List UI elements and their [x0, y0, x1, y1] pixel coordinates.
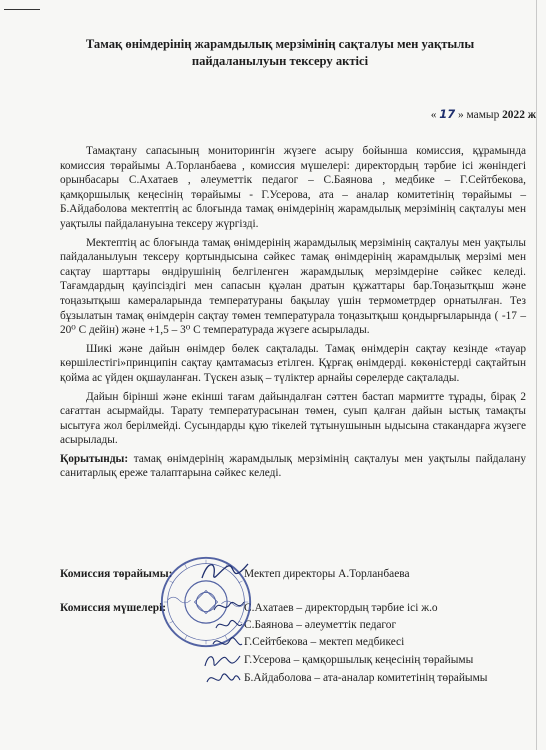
scan-corner-mark: [4, 9, 40, 10]
title-line-1: Тамақ өнімдерінің жарамдылық мерзімінің сақталуы мен уақтылы: [85, 37, 475, 51]
chair-name: Мектеп директоры А.Торланбаева: [244, 568, 410, 580]
date-year: 2022 ж: [502, 109, 536, 121]
scan-edge-line: [536, 0, 537, 750]
document-body: [60, 144, 526, 485]
paragraph-3: Шикі және дайын өнімдер бөлек сақталады. Тамақ өнімдерін сақтау кезінде «тауар көршілестігі»принципін сақтау қамтамасыз етілген. Құрғақ өнімдерді. көкөністерді сақтайтын қойма ас үйден оқшауланған. Түскен азық – түліктер арнайы сөрелерде сақталады.: [60, 342, 526, 384]
member-line-3: Г.Сейтбекова – мектеп медбикесі: [244, 636, 405, 648]
members-label: [60, 602, 166, 614]
signature-member-5: [204, 668, 242, 690]
chair-signature: [198, 558, 250, 586]
date-day: 17: [439, 107, 456, 121]
signature-member-2: [214, 616, 244, 634]
chair-label-text: Комиссия төрайымы:: [60, 568, 173, 580]
signature-member-1: [212, 596, 246, 616]
chair-label: [60, 568, 172, 580]
date-month: » мамыр: [455, 109, 503, 121]
document-title: [70, 36, 490, 70]
paragraph-2: Мектептің ас блоғында тамақ өнімдерінің жарамдылық мерзімінің сақталуы мен уақтылы пайдаланылуын тексеру қортындысына сәйкес тамақ өнімдерінің жарамдылық мерзімі мен сақтау шарттары өндірушінің белгіленген жарамдылық мерзімдеріне сәйкес келеді. Тағамдардың қауіпсіздігі мен сапасын құәлан дратын құжаттары бар.Тоңазытқыш және тоңазытқыш камераларында температураны бақылау үшін термометрдер орнатылған. Тез бұзылатын тамақ өнімдерін сақтау төмен температурала тоңазытқыш қондырғыларында ( -17 – 20⁰ С дейін) және +1,5 – 3⁰ С температурада жүзеге асырылады.: [60, 236, 526, 337]
conclusion-label: Қорытынды:: [60, 452, 129, 465]
members-label-text: Комиссия мүшелері:: [60, 602, 167, 614]
member-line-2: С.Баянова – әлеуметтік педагог: [244, 619, 397, 631]
date-prefix: «: [430, 109, 440, 121]
member-line-5: Б.Айдаболова – ата-аналар комитетінің төрайымы: [244, 672, 488, 684]
title-line-2: пайдаланылуын тексеру актісі: [191, 54, 369, 68]
member-line-1: С.Ахатаев – директордың тәрбие ісі ж.о: [244, 602, 438, 614]
paragraph-1: Тамақтану сапасының мониторингін жүзеге асыру бойынша комиссия, құрамында комиссия төрайымы А.Торланбаева , комиссия мүшелері: директордың тәрбие ісі жөніндегі орынбасары С.Ахатаев , әлеуметтік педагог – С.Баянова , медбике – Г.Сейтбекова, қамқоршылық кеңесінің төрайымы - Г.Усерова, ата – аналар комитетінің төрайымы – Б.Айдаболова мектептің ас блоғында тамақ өнімдерінің жарамдылық мерзімінің сақталуы мен уақтылы пайдалануына тексеру жүргізді.: [60, 145, 526, 230]
conclusion-text: тамақ өнімдерінің жарамдылық мерзімінің сақталуы мен уақтылы пайдалану санитарлық ереже талаптарына сәйкес келеді.: [60, 452, 526, 480]
conclusion: [60, 452, 526, 481]
document-date: [431, 107, 536, 121]
paragraph-4: Дайын бірінші және екінші тағам дайындалған сәттен бастап мармитте тұрады, бірақ 2 сағаттан асырмайды. Тарату температурасынан төмен, суып қалған дайын ыстық тамақты ысытуға жол берілмейді. Сусындарды құю тікелей тұтынушынын ыдысына стакандарға жүзеге асырылады.: [60, 390, 526, 447]
member-line-4: Г.Усерова – қамқоршылық кеңесінің төрайымы: [244, 654, 474, 666]
